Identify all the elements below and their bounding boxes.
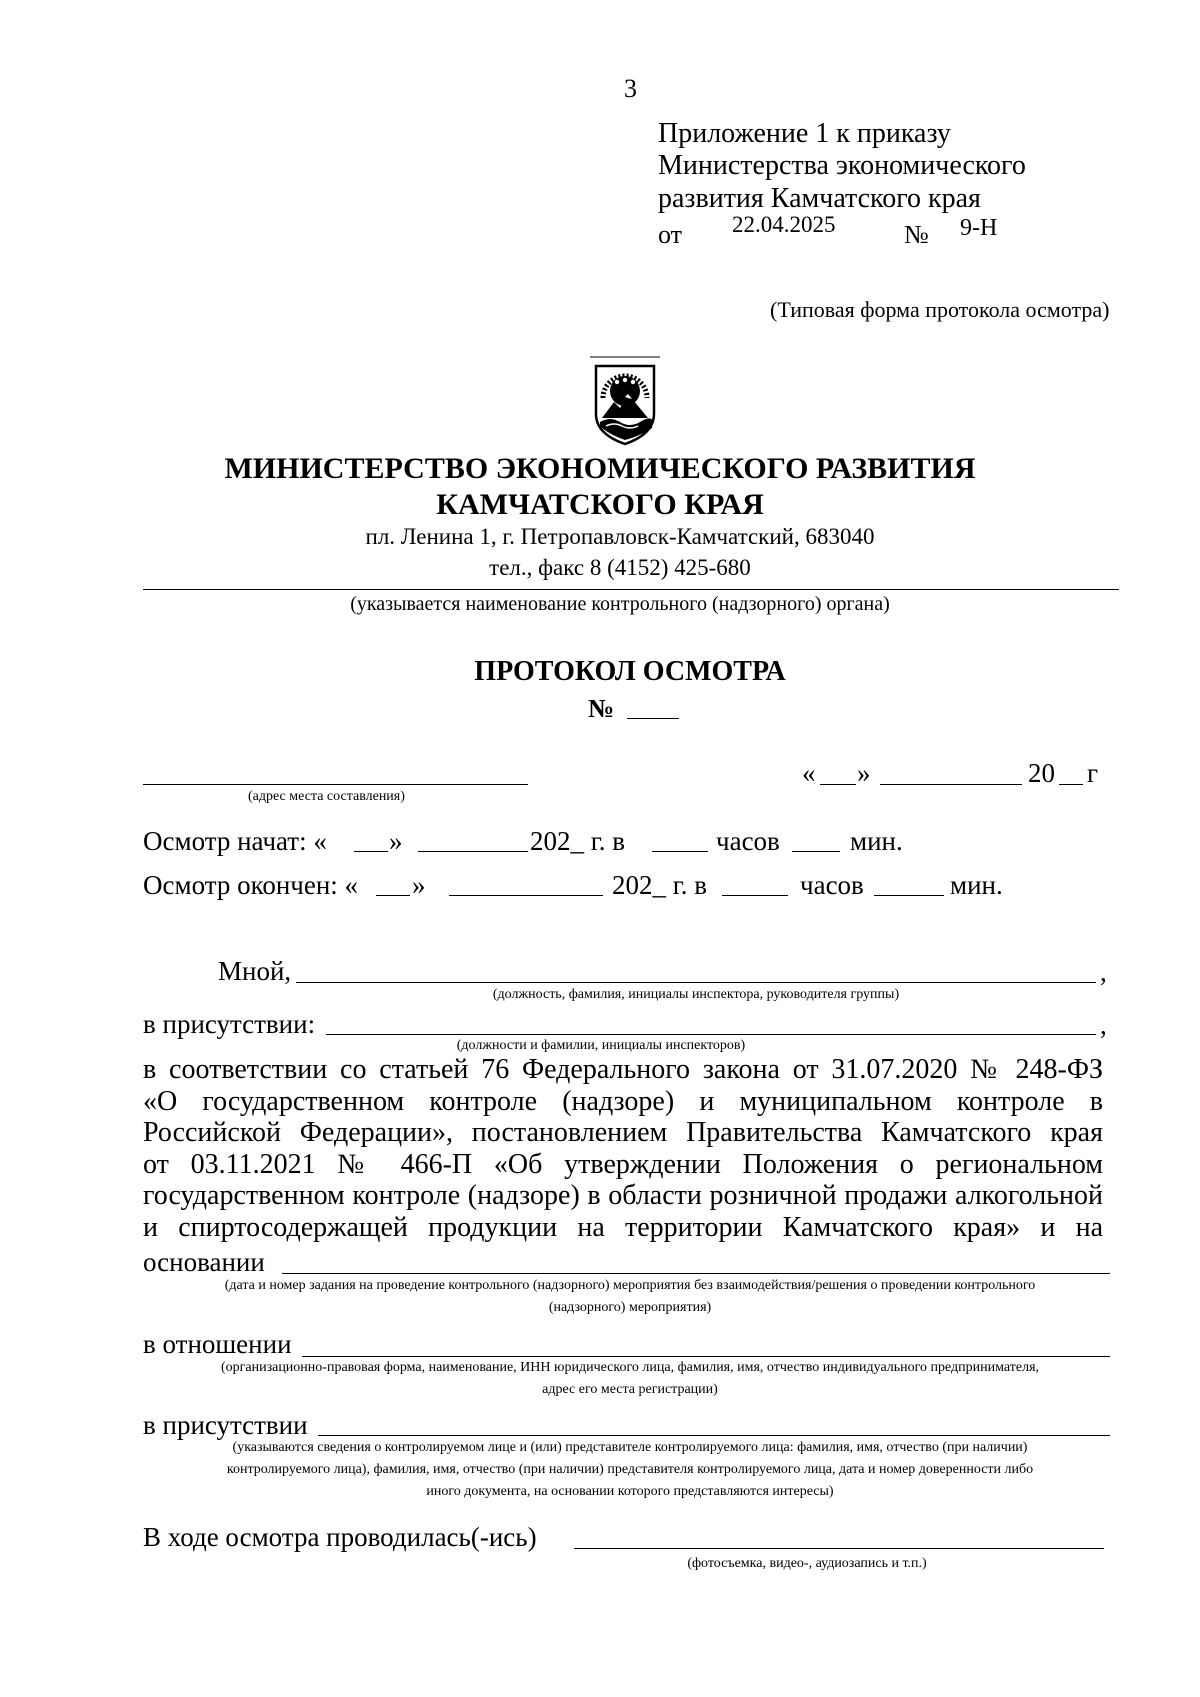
legal-basis-line-4: от 03.11.2021 № 466-П «Об утверждении Положения о региональном xyxy=(143,1148,1103,1180)
presence-caption: (должности и фамилии, инициалы инспекторов) xyxy=(456,1038,746,1053)
recording-field[interactable] xyxy=(574,1548,1104,1549)
by-me-comma: , xyxy=(1100,957,1107,987)
presence-controlled-label: в присутствии xyxy=(143,1410,308,1440)
appendix-number-label: № xyxy=(904,220,929,249)
inspector-field[interactable] xyxy=(296,982,1096,983)
date-month-field[interactable] xyxy=(880,784,1022,785)
start-minute-field[interactable] xyxy=(792,851,840,852)
kamchatka-coat-of-arms-icon xyxy=(590,356,660,446)
end-hours-label: часов xyxy=(800,870,864,900)
protocol-number-label: № xyxy=(588,694,615,723)
presence-controlled-caption-line-1: (указываются сведения о контролируемом лице и (или) представителе контролируемого лица: фамилия, имя, отчество (при наличии) xyxy=(232,1440,1028,1455)
appendix-line-1: Приложение 1 к приказу xyxy=(658,118,951,149)
regarding-label: в отношении xyxy=(143,1329,292,1359)
appendix-line-2: Министерства экономического xyxy=(658,150,1026,181)
presence-controlled-field[interactable] xyxy=(318,1435,1110,1436)
protocol-number-field[interactable] xyxy=(627,718,679,719)
protocol-title: ПРОТОКОЛ ОСМОТРА xyxy=(474,656,786,687)
appendix-line-3: развития Камчатского края xyxy=(658,183,981,214)
start-day-field[interactable] xyxy=(354,851,388,852)
regarding-caption-line-2: адрес его места регистрации) xyxy=(542,1382,718,1397)
end-year-label: 202_ г. в xyxy=(612,870,708,900)
address-field[interactable] xyxy=(143,784,528,785)
recording-caption: (фотосъемка, видео-, аудиозапись и т.п.) xyxy=(687,1556,927,1571)
legal-basis-line-6: и спиртосодержащей продукции на территории Камчатского края» и на xyxy=(143,1211,1103,1243)
end-minutes-label: мин. xyxy=(950,870,1003,900)
basis-caption-line-1: (дата и номер задания на проведение контрольного (надзорного) мероприятия без взаимодействия/решения о проведении контрольного xyxy=(224,1278,1036,1293)
presence-label: в присутствии: xyxy=(143,1009,316,1039)
inspectors-field[interactable] xyxy=(326,1034,1096,1035)
inspection-start-label: Осмотр начат: « xyxy=(143,826,327,856)
date-year-prefix: 20 xyxy=(1028,758,1055,788)
emblem xyxy=(590,356,660,446)
start-month-field[interactable] xyxy=(418,851,528,852)
page-number: 3 xyxy=(624,74,637,103)
legal-basis-paragraph xyxy=(143,1054,1103,1243)
presence-controlled-caption-line-2: контролируемого лица), фамилия, имя, отчество (при наличии) представителя контролируемого лица, дата и номер доверенности либо xyxy=(226,1462,1034,1477)
start-hour-field[interactable] xyxy=(652,851,708,852)
appendix-date: 22.04.2025 xyxy=(732,212,836,237)
organization-divider xyxy=(143,589,1119,590)
basis-field[interactable] xyxy=(282,1273,1110,1274)
organization-name-line-1: МИНИСТЕРСТВО ЭКОНОМИЧЕСКОГО РАЗВИТИЯ xyxy=(224,452,976,485)
legal-basis-line-1: в соответствии со статьей 76 Федерального закона от 31.07.2020 № 248-ФЗ xyxy=(143,1054,1103,1085)
by-me-label: Мной, xyxy=(218,956,292,986)
recording-label: В ходе осмотра проводилась(-ись) xyxy=(143,1522,537,1552)
end-minute-field[interactable] xyxy=(874,895,944,896)
organization-name-line-2: КАМЧАТСКОГО КРАЯ xyxy=(436,488,764,521)
legal-basis-line-5: государственном контроле (надзоре) в области розничной продажи алкогольной xyxy=(143,1180,1103,1211)
start-quote-close: » xyxy=(389,826,403,856)
address-caption: (адрес места составления) xyxy=(248,789,405,804)
date-quote-close: » xyxy=(857,758,871,788)
presence-comma: , xyxy=(1100,1010,1107,1040)
appendix-from-label: от xyxy=(658,220,683,249)
organization-address: пл. Ленина 1, г. Петропавловск-Камчатский, 683040 xyxy=(365,524,875,549)
form-type-label: (Типовая форма протокола осмотра) xyxy=(770,297,1110,322)
basis-label: основании xyxy=(143,1247,265,1277)
start-hours-label: часов xyxy=(716,826,780,856)
inspection-end-label: Осмотр окончен: « xyxy=(143,870,359,900)
regarding-field[interactable] xyxy=(302,1356,1110,1357)
appendix-number: 9-Н xyxy=(960,215,998,241)
end-quote-close: » xyxy=(412,870,426,900)
start-year-label: 202_ г. в xyxy=(530,826,626,856)
legal-basis-line-3: Российской Федерации», постановлением Правительства Камчатского края xyxy=(143,1117,1103,1148)
organization-phone: тел., факс 8 (4152) 425-680 xyxy=(489,555,751,580)
basis-caption-line-2: (надзорного) мероприятия) xyxy=(548,1300,712,1315)
start-minutes-label: мин. xyxy=(850,826,903,856)
end-hour-field[interactable] xyxy=(722,895,788,896)
by-me-caption: (должность, фамилия, инициалы инспектора, руководителя группы) xyxy=(492,987,900,1002)
date-year-field[interactable] xyxy=(1059,784,1083,785)
end-month-field[interactable] xyxy=(449,895,603,896)
legal-basis-line-2: «О государственном контроле (надзоре) и муниципальном контроле в xyxy=(143,1085,1103,1117)
date-year-suffix: г xyxy=(1087,758,1099,788)
date-quote-open: « xyxy=(802,758,816,788)
presence-controlled-caption-line-3: иного документа, на основании которого представляются интересы) xyxy=(426,1484,834,1499)
date-day-field[interactable] xyxy=(820,784,856,785)
regarding-caption-line-1: (организационно-правовая форма, наименование, ИНН юридического лица, фамилия, имя, отчество индивидуального предпринимателя, xyxy=(220,1360,1040,1375)
organization-caption: (указывается наименование контрольного (надзорного) органа) xyxy=(350,593,890,615)
end-day-field[interactable] xyxy=(376,895,410,896)
